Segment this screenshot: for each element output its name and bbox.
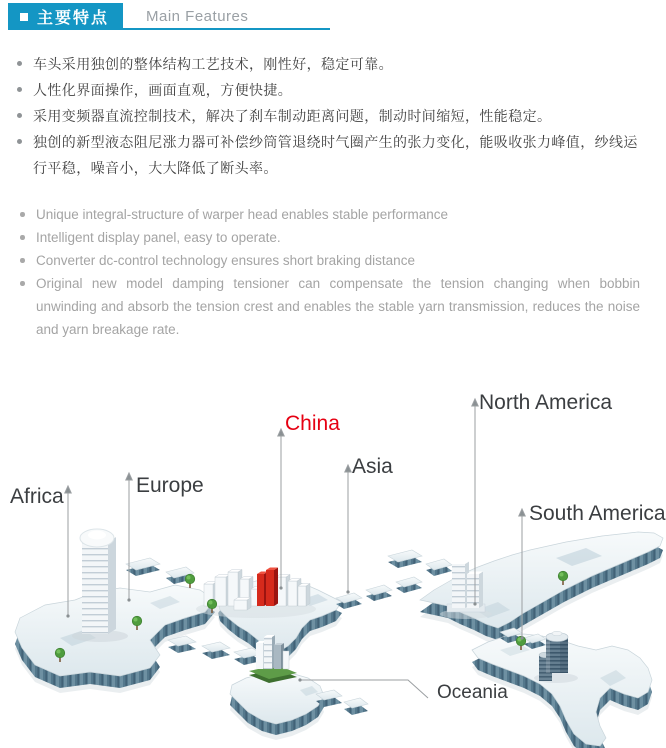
list-item — [0, 103, 652, 129]
bullet-dot-icon — [20, 258, 25, 263]
feature-en-text: Intelligent display panel, easy to operate. — [36, 230, 281, 245]
map-label-china: China — [285, 412, 340, 435]
section-title-zh: 主要特点 — [37, 10, 110, 27]
section-title-box — [8, 3, 123, 30]
bullet-dot-icon — [17, 87, 22, 92]
list-item — [0, 203, 652, 226]
features-en-list — [0, 203, 652, 341]
list-item — [0, 129, 652, 181]
bullet-dot-icon — [17, 61, 22, 66]
feature-zh-text: 独创的新型液态阻尼涨力器可补偿纱筒管退绕时气圈产生的张力变化，能吸收张力峰值，纱线运行平稳，噪音小，大大降低了断头率。 — [33, 134, 638, 176]
header-underline — [123, 28, 330, 30]
feature-zh-text: 采用变频器直流控制技术，解决了刹车制动距离问题，制动时间缩短，性能稳定。 — [33, 108, 552, 124]
china-city-cluster — [196, 568, 316, 619]
list-item — [0, 77, 652, 103]
map-label-north-america: North America — [479, 391, 613, 414]
features-zh-list — [0, 51, 652, 181]
map-label-oceania: Oceania — [437, 682, 508, 703]
bullet-dot-icon — [20, 281, 25, 286]
feature-zh-text: 车头采用独创的整体结构工艺技术，刚性好，稳定可靠。 — [33, 56, 393, 72]
square-bullet-icon — [20, 13, 28, 21]
list-item — [0, 226, 652, 249]
world-map — [0, 388, 666, 748]
world-map-illustration — [0, 388, 666, 748]
bullet-dot-icon — [20, 235, 25, 240]
map-label-south-america: South America — [529, 502, 666, 525]
map-label-africa: Africa — [10, 485, 64, 508]
red-twin-tower — [257, 568, 278, 607]
section-title-en: Main Features — [146, 8, 249, 25]
bullet-dot-icon — [20, 212, 25, 217]
feature-en-text: Converter dc-control technology ensures short braking distance — [36, 253, 415, 268]
bullet-dot-icon — [17, 113, 22, 118]
bullet-dot-icon — [17, 139, 22, 144]
list-item — [0, 272, 652, 341]
list-item — [0, 51, 652, 77]
map-label-europe: Europe — [136, 474, 204, 497]
map-label-asia: Asia — [352, 455, 393, 478]
feature-en-text: Unique integral-structure of warper head enables stable performance — [36, 207, 448, 222]
feature-en-text: Original new model damping tensioner can compensate the tension changing when bobbin unwinding and absorb the tension crest and enables the stable yarn transmission, reduces the noise and yarn breakage rate. — [36, 276, 640, 337]
feature-zh-text: 人性化界面操作，画面直观，方便快捷。 — [33, 82, 293, 98]
list-item — [0, 249, 652, 272]
